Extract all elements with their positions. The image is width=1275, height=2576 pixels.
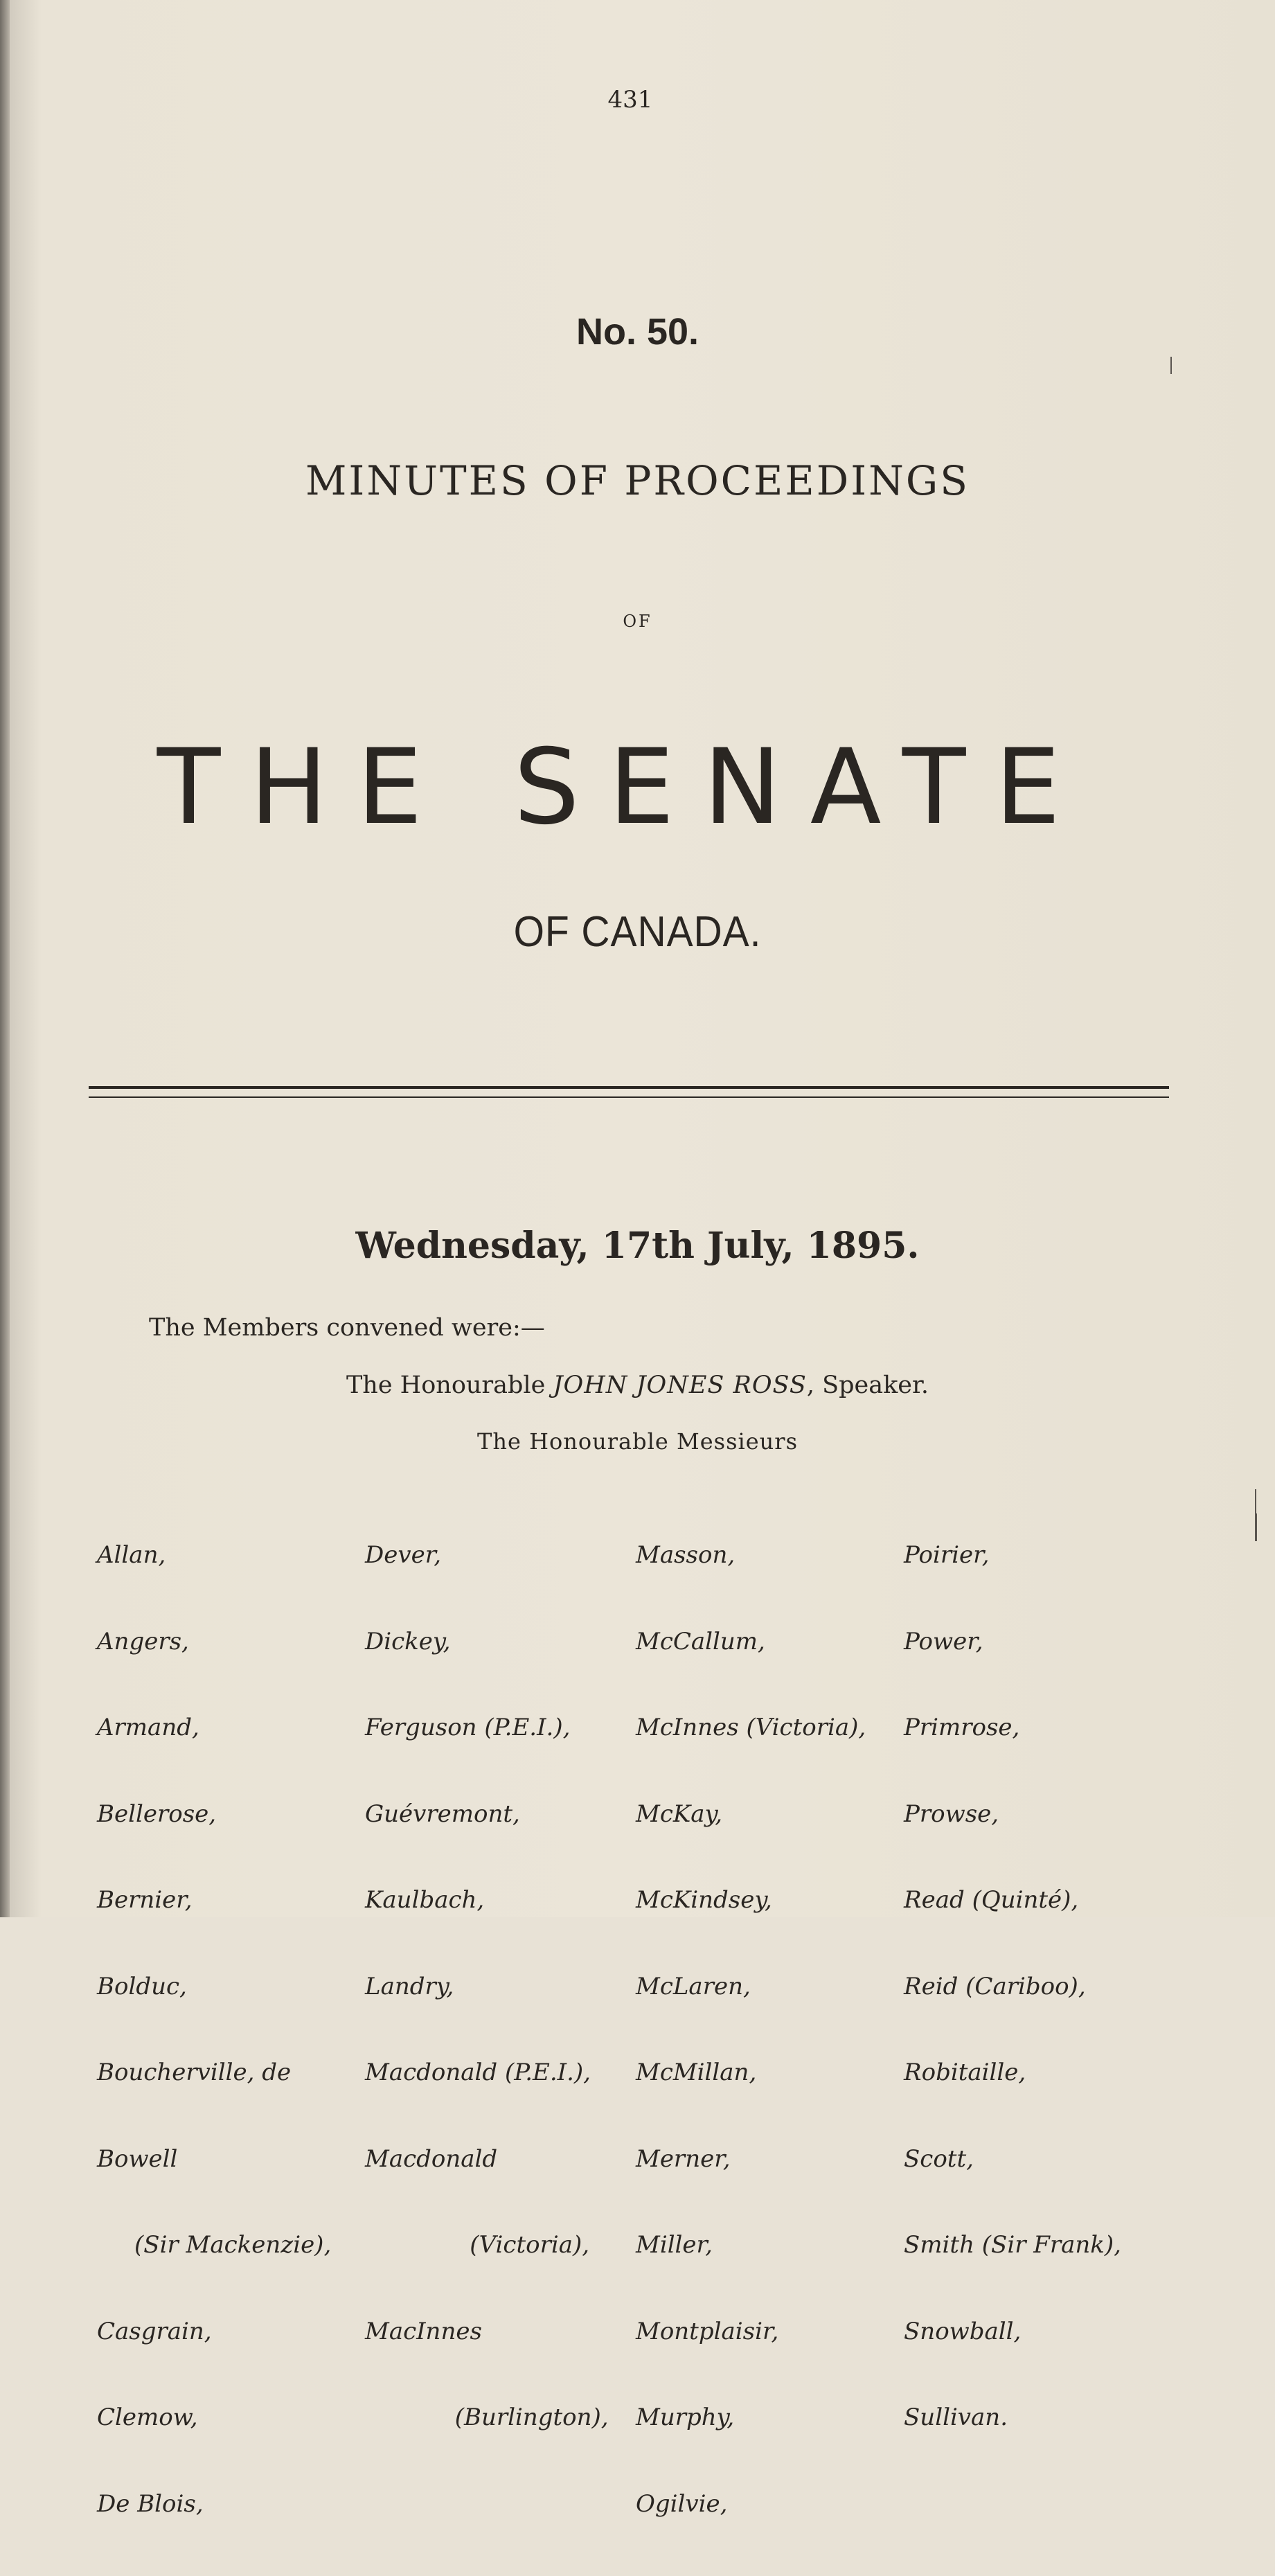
- member-name: McKindsey,: [636, 1886, 772, 1914]
- member-name: Read (Quinté),: [904, 1886, 1079, 1914]
- member-name: Montplaisir,: [636, 2317, 779, 2345]
- member-name: Dickey,: [365, 1627, 451, 1655]
- members-convened-label: The Members convened were:—: [149, 1314, 545, 1342]
- speaker-suffix: , Speaker.: [806, 1371, 929, 1399]
- member-name: Ferguson (P.E.I.),: [365, 1714, 571, 1741]
- member-name: McLaren,: [636, 1972, 751, 2000]
- member-name: McCallum,: [636, 1627, 765, 1655]
- member-name: Sullivan.: [904, 2404, 1008, 2431]
- member-name: Macdonald: [365, 2144, 498, 2173]
- member-name: Merner,: [636, 2144, 731, 2173]
- member-name: Snowball,: [904, 2317, 1022, 2345]
- member-name: Power,: [904, 1627, 983, 1655]
- member-name: McInnes (Victoria),: [636, 1714, 866, 1741]
- member-name: Miller,: [636, 2231, 713, 2259]
- margin-mark: [1170, 357, 1172, 374]
- member-name: Bowell: [97, 2144, 178, 2173]
- heading-minutes: MINUTES OF PROCEEDINGS: [305, 457, 970, 504]
- member-name: Murphy,: [636, 2404, 735, 2431]
- members-column-3: [636, 1484, 866, 2576]
- member-name: Casgrain,: [97, 2317, 212, 2345]
- member-name: Guévremont,: [365, 1800, 520, 1828]
- member-name: Angers,: [97, 1627, 189, 1655]
- margin-mark: [1255, 1513, 1257, 1541]
- speaker-line: [0, 1371, 1275, 1399]
- member-name: Poirier,: [904, 1541, 990, 1569]
- member-name: McMillan,: [636, 2059, 757, 2086]
- sitting-date: Wednesday, 17th July, 1895.: [355, 1225, 920, 1267]
- member-name: Allan,: [97, 1541, 166, 1569]
- book-spine-edge: [0, 0, 10, 1917]
- member-name: (Burlington),: [365, 2404, 609, 2431]
- member-name: (Victoria),: [365, 2231, 590, 2259]
- members-column-4: [904, 1484, 1121, 2490]
- member-name: Ogilvie,: [636, 2489, 728, 2518]
- heading-the-senate: THE SENATE: [157, 727, 1090, 848]
- member-name: Reid (Cariboo),: [904, 1972, 1086, 2000]
- member-name: Bolduc,: [97, 1972, 187, 2000]
- member-name: Kaulbach,: [365, 1886, 485, 1914]
- messieurs-label: The Honourable Messieurs: [477, 1428, 798, 1455]
- member-name: McKay,: [636, 1800, 723, 1828]
- member-name: Landry,: [365, 1972, 454, 2000]
- member-name: Scott,: [904, 2144, 974, 2173]
- member-name: Dever,: [365, 1541, 442, 1569]
- member-name: Bernier,: [97, 1886, 193, 1914]
- speaker-prefix: The Honourable: [346, 1371, 546, 1399]
- member-name: Primrose,: [904, 1714, 1020, 1741]
- member-name: Armand,: [97, 1714, 199, 1741]
- member-name: De Blois,: [97, 2489, 204, 2518]
- member-name: Robitaille,: [904, 2059, 1026, 2086]
- member-name: Masson,: [636, 1541, 735, 1569]
- member-name: (Sir Mackenzie),: [97, 2231, 332, 2259]
- member-name: Prowse,: [904, 1800, 999, 1828]
- page-number: 431: [607, 86, 653, 114]
- member-name: Bellerose,: [97, 1800, 217, 1828]
- members-column-2: [365, 1484, 609, 2490]
- issue-number: No. 50.: [576, 311, 699, 353]
- member-name: Macdonald (P.E.I.),: [365, 2059, 591, 2086]
- double-rule-top: [89, 1086, 1169, 1089]
- speaker-name: JOHN JONES ROSS: [553, 1371, 807, 1399]
- member-name: Smith (Sir Frank),: [904, 2231, 1121, 2259]
- heading-of-canada: OF CANADA.: [513, 908, 762, 956]
- double-rule-bottom: [89, 1096, 1169, 1098]
- members-column-1: [97, 1484, 331, 2576]
- member-name: MacInnes: [365, 2317, 482, 2345]
- heading-of: OF: [623, 612, 652, 631]
- member-name: Boucherville, de: [97, 2059, 292, 2086]
- member-name: Clemow,: [97, 2404, 198, 2431]
